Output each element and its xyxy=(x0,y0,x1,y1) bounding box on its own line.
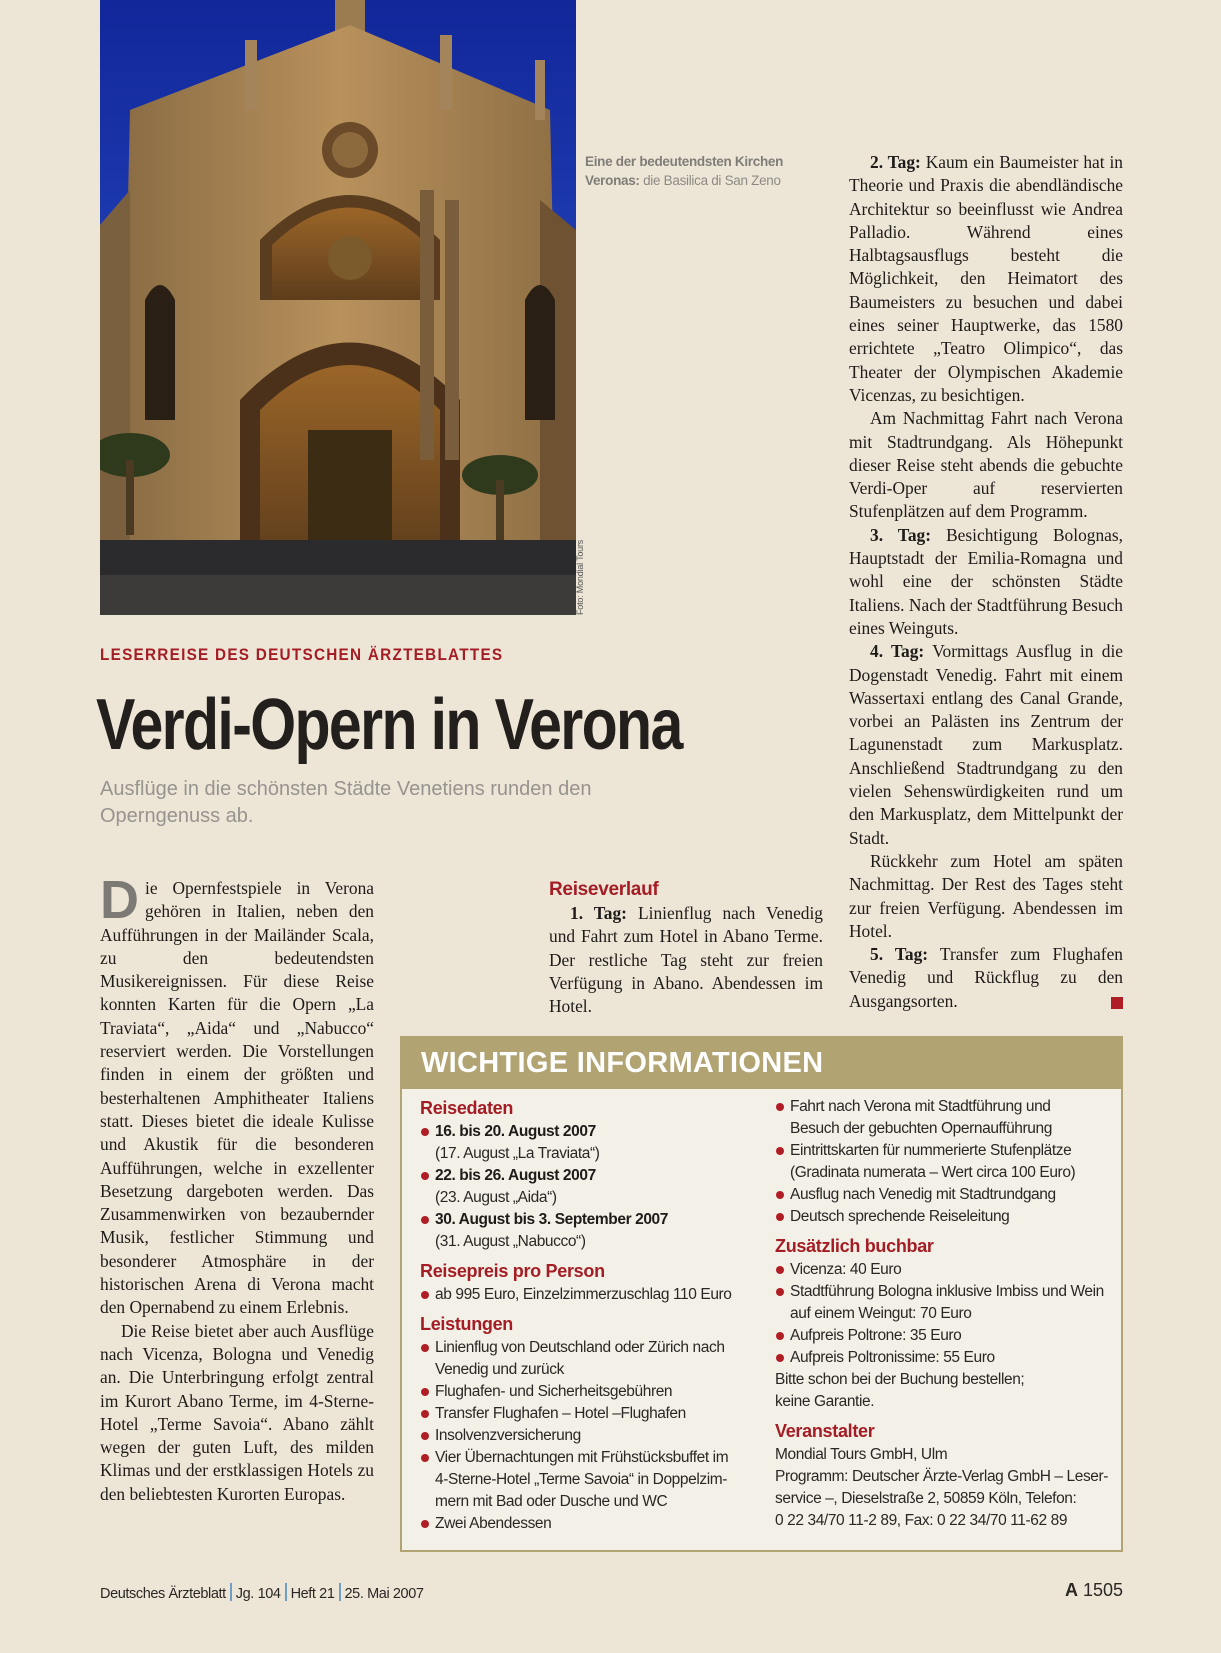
day-4: 4. Tag: Vormittags Ausflug in die Dogenstadt Venedig. Fahrt mit einem Wassertaxi entlang des Canal Grande, vorbei an Palästen ins Zentrum der Lagunenstadt zum Markusplatz. Anschließend Stadtrundgang zu den vielen Sehenswürdigkeiten rund um den Markusplatz, dem Mittelpunkt der Stadt. xyxy=(849,641,1124,848)
article-column-2 xyxy=(549,877,823,1018)
service-item-cont: mern mit Bad oder Dusche und WC xyxy=(435,1493,668,1510)
service-item: Deutsch sprechende Reiseleitung xyxy=(775,1206,1115,1228)
day-4-return: Rückkehr zum Hotel am späten Nachmittag. Der Rest des Tages steht zur freien Verfügung. Abendessen im Hotel. xyxy=(849,850,1123,941)
service-item-cont: 4-Sterne-Hotel „Terme Savoia“ in Doppelzim- xyxy=(435,1471,728,1488)
journal-name: Deutsches Ärzteblatt xyxy=(100,1586,226,1602)
basilica-photo xyxy=(100,0,576,615)
extras-note: Bitte schon bei der Buchung bestellen; xyxy=(775,1371,1025,1388)
photo-credit: Foto: Mondial Tours xyxy=(575,539,585,615)
caption-bold: Eine der bedeutendsten Kirchen Veronas: xyxy=(585,154,784,188)
extra-item: Vicenza: 40 Euro xyxy=(775,1259,1115,1281)
end-mark-icon xyxy=(1111,997,1123,1009)
info-box-title: WICHTIGE INFORMATIONEN xyxy=(402,1038,1121,1089)
organizer-heading: Veranstalter xyxy=(775,1421,875,1441)
extra-item: Aufpreis Poltrone: 35 Euro xyxy=(775,1325,1115,1347)
organizer-line: Mondial Tours GmbH, Ulm xyxy=(775,1446,948,1463)
separator xyxy=(339,1583,341,1601)
organizer-line: service –, Dieselstraße 2, 50859 Köln, Telefon: xyxy=(775,1490,1077,1507)
headline: Verdi-Opern in Verona xyxy=(96,685,682,765)
service-item-cont: (Gradinata numerata – Wert circa 100 Euro) xyxy=(790,1164,1076,1181)
price-item: ab 995 Euro, Einzelzimmerzuschlag 110 Euro xyxy=(420,1284,760,1306)
extra-item: Aufpreis Poltronissime: 55 Euro xyxy=(775,1347,1115,1369)
service-item: Ausflug nach Venedig mit Stadtrundgang xyxy=(775,1184,1115,1206)
issue-date: 25. Mai 2007 xyxy=(344,1586,424,1602)
extra-item-cont: auf einem Weingut: 70 Euro xyxy=(790,1305,972,1322)
date-item: 30. August bis 3. September 2007 xyxy=(420,1209,760,1231)
service-item: Transfer Flughafen – Hotel –Flughafen xyxy=(420,1403,760,1425)
services-heading: Leistungen xyxy=(420,1314,514,1334)
photo-caption xyxy=(585,152,835,190)
page-number: A 1505 xyxy=(1064,1580,1123,1600)
separator xyxy=(285,1583,287,1601)
article-column-3 xyxy=(849,151,1123,1013)
dates-heading: Reisedaten xyxy=(420,1098,514,1118)
info-box-left-column xyxy=(420,1096,760,1535)
extras-heading: Zusätzlich buchbar xyxy=(775,1236,934,1256)
page-footer xyxy=(100,1583,424,1602)
price-heading: Reisepreis pro Person xyxy=(420,1261,605,1281)
info-box-right-column xyxy=(775,1096,1115,1532)
service-item: Zwei Abendessen xyxy=(420,1513,760,1535)
day-1: 1. Tag: Linienflug nach Venedig und Fahrt zum Hotel in Abano Terme. Der restliche Tag steht zur freien Verfügung in Abano. Abendessen im Hotel. xyxy=(549,903,824,1017)
date-note: (31. August „Nabucco“) xyxy=(435,1233,586,1250)
extras-note: keine Garantie. xyxy=(775,1393,875,1410)
service-item-cont: Besuch der gebuchten Opernaufführung xyxy=(790,1120,1052,1137)
article-paragraph-2: Die Reise bietet aber auch Ausflüge nach Vicenza, Bologna und Venedig an. Die Unterbringung erfolgt zentral im Kurort Abano Terme, im 4-Sterne-Hotel „Terme Savoia“. Abano zählt wegen der guten Luft, des milden Klimas und der erstklassigen Hotels zu den beliebtesten Kurorten Europas. xyxy=(100,1320,374,1504)
date-item: 16. bis 20. August 2007 xyxy=(420,1121,760,1143)
extra-item: Stadtführung Bologna inklusive Imbiss und Wein xyxy=(775,1281,1115,1303)
volume: Jg. 104 xyxy=(235,1586,281,1602)
kicker: LESERREISE DES DEUTSCHEN ÄRZTEBLATTES xyxy=(100,645,504,664)
service-item: Vier Übernachtungen mit Frühstücksbuffet im xyxy=(420,1447,760,1469)
info-box xyxy=(400,1036,1123,1552)
date-note: (23. August „Aida“) xyxy=(435,1189,557,1206)
organizer-line: 0 22 34/70 11-2 89, Fax: 0 22 34/70 11-62 89 xyxy=(775,1512,1068,1529)
service-item: Eintrittskarten für nummerierte Stufenplätze xyxy=(775,1140,1115,1162)
service-item: Linienflug von Deutschland oder Zürich nach xyxy=(420,1337,760,1359)
issue: Heft 21 xyxy=(290,1586,335,1602)
route-heading: Reiseverlauf xyxy=(549,879,659,900)
service-item-cont: Venedig und zurück xyxy=(435,1361,564,1378)
article-column-1 xyxy=(100,870,374,1506)
organizer-line: Programm: Deutscher Ärzte-Verlag GmbH – Leser- xyxy=(775,1468,1109,1485)
date-note: (17. August „La Traviata“) xyxy=(435,1145,600,1162)
service-item: Flughafen- und Sicherheitsgebühren xyxy=(420,1381,760,1403)
day-5: 5. Tag: Transfer zum Flughafen Venedig und Rückflug zu den Ausgangsorten. xyxy=(849,944,1123,1011)
separator xyxy=(230,1583,232,1601)
service-item: Fahrt nach Verona mit Stadtführung und xyxy=(775,1096,1115,1118)
day-3: 3. Tag: Besichtigung Bolognas, Hauptstadt der Emilia-Romagna und wohl eine der schönsten Städte Italiens. Nach der Stadtführung Besuch eines Weinguts. xyxy=(849,524,1123,638)
service-item: Insolvenzversicherung xyxy=(420,1425,760,1447)
subhead: Ausflüge in die schönsten Städte Venetiens runden den Operngenuss ab. xyxy=(100,778,592,827)
dropcap: D xyxy=(100,870,139,930)
caption-text: die Basilica di San Zeno xyxy=(639,173,781,188)
article-paragraph-1: Die Opernfestspiele in Verona gehören in Italien, neben den Aufführungen in der Mailänder Scala, zu den bedeutendsten Musikereignissen. Für diese Reise konnten Karten für die Opern „La Traviata“, „Aida“ und „Nabucco“ reserviert werden. Die Vorstellungen finden in einem der größten und besterhaltenen Amphitheater Italiens statt. Dieses bietet die ideale Kulisse und Akustik für die besonderen Aufführungen, welche in exzellenter Besetzung dargeboten werden. Das Zusammenwirken von bezaubernder Musik, festlicher Stimmung und besonderer Atmosphäre in der historischen Arena di Verona macht den Opernabend zu einem Erlebnis. xyxy=(100,870,374,1318)
day-2-afternoon: Am Nachmittag Fahrt nach Verona mit Stadtrundgang. Als Höhepunkt dieser Reise steht abends die gebuchte Verdi-Oper auf reservierten Stufenplätzen auf dem Programm. xyxy=(849,408,1123,522)
day-2: 2. Tag: Kaum ein Baumeister hat in Theorie und Praxis die abendländische Architektur so beeinflusst wie Andrea Palladio. Während eines Halbtagsausflugs besteht die Möglichkeit, den Heimatort des Baumeisters zu besuchen und dabei eines seiner Hauptwerke, das 1580 errichtete „Teatro Olimpico“, das Theater der Olympischen Akademie Vicenzas, zu besichtigen. xyxy=(849,152,1123,405)
date-item: 22. bis 26. August 2007 xyxy=(420,1165,760,1187)
